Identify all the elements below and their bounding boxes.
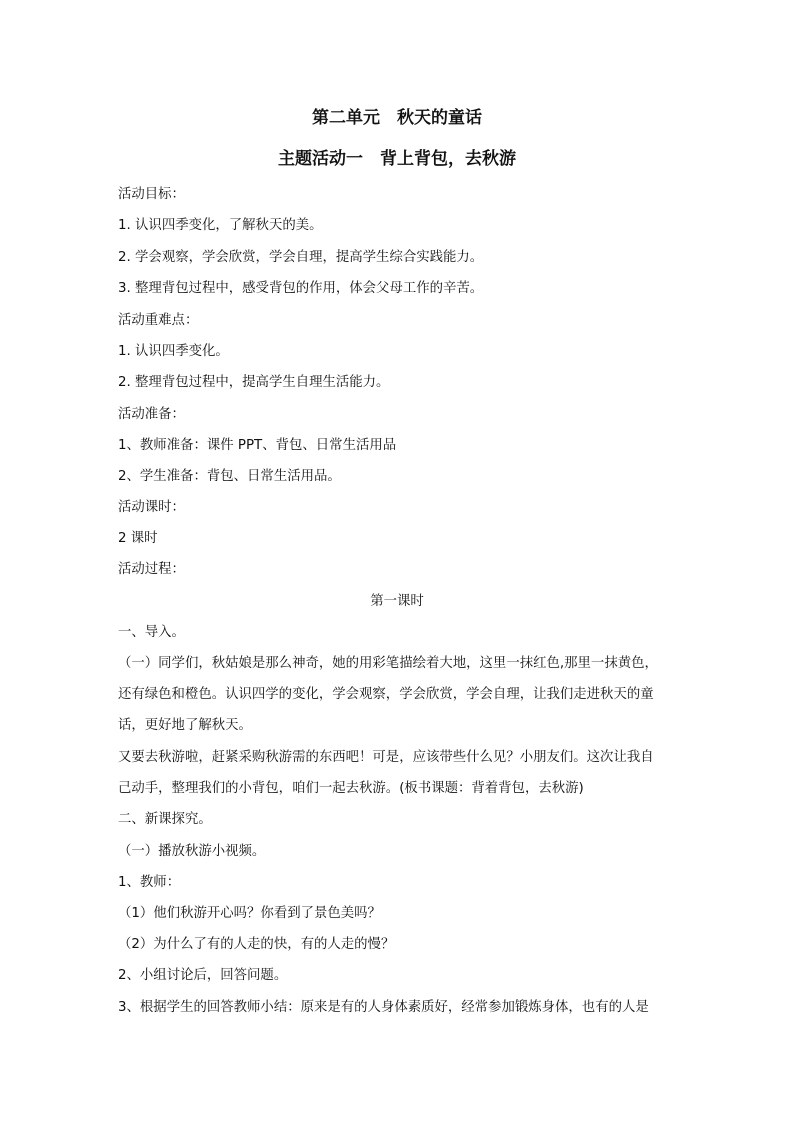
preparation-item-teacher: 1、教师准备：课件 PPT、背包、日常生活用品 <box>118 438 397 453</box>
activity-title: 主题活动一 背上背包，去秋游 <box>278 149 516 169</box>
step-heading-intro: 一、导入。 <box>118 625 185 640</box>
section-label-goals: 活动目标： <box>118 187 185 202</box>
paragraph-line: 话，更好地了解秋天。 <box>118 718 252 733</box>
question-item-2: （2）为什么了有的人走的快，有的人走的慢？ <box>118 937 395 952</box>
step-heading-explore: 二、新课探究。 <box>118 812 212 827</box>
section-label-process: 活动过程： <box>118 562 185 577</box>
paragraph-line: （一）同学们，秋姑娘是那么神奇，她的用彩笔描绘着大地，这里一抹红色,那里一抹黄色， <box>118 656 658 671</box>
list-item: 3、根据学生的回答教师小结：原来是有的人身体素质好，经常参加锻炼身体，也有的人是 <box>118 1000 649 1015</box>
paragraph-line: 又要去秋游啦，赶紧采购秋游需的东西吧！可是，应该带些什么见？小朋友们。这次让我自 <box>118 750 654 765</box>
lesson-heading: 第一课时 <box>370 594 424 609</box>
section-label-preparation: 活动准备： <box>118 407 185 422</box>
goal-item-2: 2. 学会观察，学会欣赏，学会自理，提高学生综合实践能力。 <box>118 250 484 265</box>
unit-title: 第二单元 秋天的童话 <box>312 108 482 128</box>
question-item-1: （1）他们秋游开心吗？你看到了景色美吗？ <box>118 906 381 921</box>
key-point-item-2: 2. 整理背包过程中，提高学生自理生活能力。 <box>118 375 390 390</box>
paragraph-line: 己动手，整理我们的小背包，咱们一起去秋游。(板书课题：背着背包，去秋游) <box>118 781 584 796</box>
paragraph-line: 还有绿色和橙色。认识四学的变化，学会观察，学会欣赏，学会自理，让我们走进秋天的童 <box>118 687 654 702</box>
section-label-key-points: 活动重难点： <box>118 313 199 328</box>
list-item: 1、教师： <box>118 875 181 890</box>
list-item: 2、小组讨论后，回答问题。 <box>118 968 288 983</box>
goal-item-3: 3. 整理背包过程中，感受背包的作用，体会父母工作的辛苦。 <box>118 281 484 296</box>
sub-step-video: （一）播放秋游小视频。 <box>118 844 266 859</box>
preparation-item-student: 2、学生准备：背包、日常生活用品。 <box>118 469 341 484</box>
hours-value: 2 课时 <box>118 531 158 546</box>
goal-item-1: 1. 认识四季变化，了解秋天的美。 <box>118 218 323 233</box>
section-label-hours: 活动课时： <box>118 500 185 515</box>
key-point-item-1: 1. 认识四季变化。 <box>118 344 229 359</box>
